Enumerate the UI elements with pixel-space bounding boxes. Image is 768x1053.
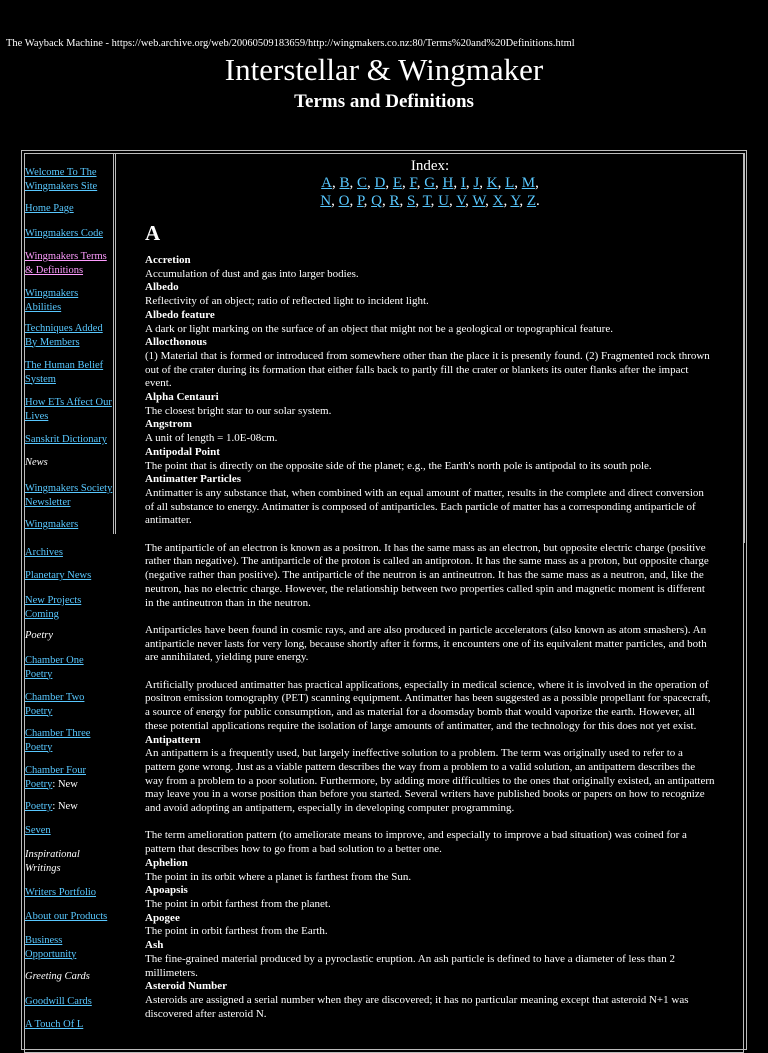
sidebar-link[interactable]: Planetary News (25, 570, 92, 581)
definition-text: A unit of length = 1.0E-08cm. (145, 432, 278, 445)
sidebar-item[interactable] (25, 886, 113, 900)
definition-term: Albedo feature (145, 308, 215, 321)
definition-term: Angstrom (145, 418, 192, 431)
sidebar-item[interactable] (25, 227, 113, 241)
sidebar-link[interactable]: Wingmakers (25, 519, 79, 530)
index-letter-link[interactable]: E (392, 175, 403, 191)
sidebar-link[interactable]: Writers Portfolio (25, 887, 97, 898)
sidebar-link[interactable]: How ETs Affect Our Lives (25, 397, 112, 422)
sidebar-divider (113, 154, 116, 534)
sidebar-item[interactable] (25, 569, 113, 583)
sidebar-item[interactable] (25, 322, 113, 349)
definitions-list (145, 254, 715, 1021)
sidebar-link[interactable]: Chamber Four Poetry (25, 765, 86, 790)
definition-text: The closest bright star to our solar system. (145, 404, 332, 417)
index-letter-link[interactable]: O (338, 193, 350, 209)
definition-text: Artificially produced antimatter has practical applications, especially in medical science, where it is involved in the operation of positron emission tomography (PET) scanning equipment. Antimatter has been suggested as a possible propellant for spacecraft, a source of energy for public consumption, and as material for a doomsday bomb that would vaporize the earth. However, all these potential applications require the isolation of large amounts of antimatter, and the technology for this does not yet exist. (145, 678, 711, 732)
sidebar-link[interactable]: Welcome To The Wingmakers Site (25, 167, 98, 192)
definition-term: Apogee (145, 911, 180, 924)
sidebar-item (25, 456, 113, 470)
index-letter-link[interactable]: D (374, 175, 386, 191)
sidebar-item[interactable] (25, 396, 113, 423)
sidebar-heading: Poetry (25, 630, 53, 641)
definition-term: Allocthonous (145, 336, 207, 349)
sidebar-item (25, 970, 113, 984)
index-letter-link[interactable]: I (460, 175, 466, 191)
sidebar-link[interactable]: Wingmakers Terms & Definitions (25, 251, 107, 276)
definition-term: Ash (145, 939, 164, 952)
sidebar-item[interactable] (25, 1018, 113, 1032)
index-letter-link[interactable]: A (321, 175, 332, 191)
sidebar-item[interactable] (25, 287, 113, 314)
sidebar-item[interactable] (25, 691, 113, 718)
definition-term: Antipodal Point (145, 445, 220, 458)
definition-term: Asteroid Number (145, 980, 227, 993)
index-row-a-m: A, B, C, D, E, F, G, H, I, J, K, L, M, (321, 175, 539, 191)
index-letter-link[interactable]: X (492, 193, 504, 209)
sidebar-item[interactable] (25, 433, 113, 447)
definition-text: The point in its orbit where a planet is farthest from the Sun. (145, 870, 412, 883)
sidebar-link[interactable]: Wingmakers Abilities (25, 288, 79, 313)
sidebar-item[interactable] (25, 800, 113, 814)
page-subtitle: Terms and Definitions (294, 91, 474, 112)
sidebar-item (25, 629, 113, 643)
index-letter-link[interactable]: Q (371, 193, 382, 209)
sidebar-link[interactable]: A Touch Of L (25, 1019, 84, 1030)
index-letter-link[interactable]: K (486, 175, 498, 191)
index-letter-link[interactable]: T (422, 193, 431, 209)
sidebar-item[interactable] (25, 727, 113, 754)
definition-term: Antimatter Particles (145, 473, 242, 486)
sidebar-link[interactable]: New Projects Coming (25, 595, 82, 620)
definition-text: A dark or light marking on the surface of an object that might not be a geological or topographical feature. (145, 322, 613, 335)
definition-term: Alpha Centauri (145, 391, 219, 404)
sidebar-item[interactable] (25, 482, 113, 509)
index-letter-link[interactable]: W (472, 193, 486, 209)
definition-text: Accumulation of dust and gas into larger bodies. (145, 267, 359, 280)
definition-text: Reflectivity of an object; ratio of reflected light to incident light. (145, 295, 429, 308)
sidebar-nav (25, 154, 113, 1034)
sidebar-link[interactable]: Business Opportunity (25, 935, 77, 960)
content-right-border (744, 153, 747, 543)
sidebar-link[interactable]: Chamber Two Poetry (25, 692, 85, 717)
index-row-n-z: N, O, P, Q, R, S, T, U, V, W, X, Y, Z. (320, 193, 540, 209)
sidebar-item[interactable] (25, 594, 113, 621)
sidebar-item[interactable] (25, 934, 113, 961)
sidebar-item[interactable] (25, 518, 113, 532)
sidebar-link[interactable]: Seven (25, 825, 51, 836)
sidebar-link[interactable]: Techniques Added By Members (25, 323, 103, 348)
sidebar-link[interactable]: Poetry (25, 801, 53, 812)
sidebar-link[interactable]: Chamber Three Poetry (25, 728, 91, 753)
sidebar-link[interactable]: About our Products (25, 911, 108, 922)
definition-text: The term amelioration pattern (to ameliorate means to improve, and especially to improve a bad situation) was coined for a pattern that describes how to go from a bad solution to a better one. (145, 829, 687, 856)
sidebar-item[interactable] (25, 995, 113, 1009)
sidebar-link[interactable]: Archives (25, 547, 63, 558)
definition-text: The fine-grained material produced by a pyroclastic eruption. An ash particle is defined to have a diameter of less than 2 millimeters. (145, 952, 675, 979)
sidebar-item[interactable] (25, 546, 113, 560)
index-letter-link[interactable]: S (406, 193, 416, 209)
sidebar-link[interactable]: Home Page (25, 203, 74, 214)
sidebar-item (25, 848, 113, 875)
definition-text: The point that is directly on the opposite side of the planet; e.g., the Earth's north pole is antipodal to its south pole. (145, 459, 652, 472)
sidebar-item[interactable] (25, 202, 113, 216)
definition-text: An antipattern is a frequently used, but largely ineffective solution to a problem. The term was originally used to refer to a pattern gone wrong. Just as a viable pattern describes the way from a problem to a valid solution, an antipattern describes the way from a problem to a poor solution. Furthermore, by adding more difficulties to the ones that originally existed, an antipattern may leave you in a worse position than before you started. Several writers have published books or papers on how to recognize and avoid adopting an antipattern, especially in developing computer programming. (145, 747, 715, 815)
sidebar-link[interactable]: Wingmakers Society Newsletter (25, 483, 113, 508)
index-letter-link[interactable]: M (521, 175, 536, 191)
index-letter-link[interactable]: P (356, 193, 364, 209)
index-letter-link[interactable]: N (320, 193, 332, 209)
definition-text: The point in orbit farthest from the planet. (145, 897, 331, 910)
index-letter-link[interactable]: G (424, 175, 436, 191)
definition-text: Antimatter is any substance that, when combined with an equal amount of matter, results in the complete and direct conversion of all substance to energy. Antimatter is composed of antiparticles. Each particle of matter has a corresponding antiparticle of antimatter. (145, 486, 704, 527)
index-label: Index: (410, 158, 450, 174)
definition-term: Albedo (145, 281, 179, 294)
new-badge: : New (52, 778, 78, 790)
index-letter-link[interactable]: F (409, 175, 417, 191)
index-letter-link[interactable]: U (438, 193, 449, 209)
wayback-banner: The Wayback Machine - https://web.archive.org/web/20060509183659/http://wingmakers.co.nz:80/Terms%20and%20Definitions.html (6, 38, 575, 49)
new-badge: : New (52, 801, 78, 812)
section-heading-a: A (145, 221, 161, 245)
index-letter-link[interactable]: J (473, 175, 480, 191)
index-letter-link[interactable]: Y (510, 193, 520, 209)
sidebar-heading: News (25, 457, 48, 468)
definition-text: (1) Material that is formed or introduced from somewhere other than the place it is presently found. (2) Fragmented rock thrown out of the crater during its formation that either falls back to partly fill the crater or blankets its outer flanks after the impact event. (145, 349, 710, 390)
sidebar-item[interactable] (25, 824, 113, 838)
definition-term: Aphelion (145, 856, 188, 869)
index-letter-link[interactable]: C (357, 175, 368, 191)
sidebar-heading: Inspirational Writings (25, 849, 80, 874)
sidebar-item[interactable] (25, 250, 113, 277)
definition-text: Antiparticles have been found in cosmic rays, and are also produced in particle accelerators (also known as atom smashers). An antiparticle never lasts for very long, because shortly after it forms, it encounters one of its equivalent matter particles, and both are annihilated, yielding pure energy. (145, 623, 707, 664)
sidebar-heading: Greeting Cards (25, 971, 90, 982)
index-letter-link[interactable]: B (339, 175, 350, 191)
sidebar-link[interactable]: Sanskrit Dictionary (25, 434, 107, 445)
sidebar-link[interactable]: The Human Belief System (25, 360, 104, 385)
site-title: Interstellar & Wingmaker (224, 52, 544, 87)
definition-term: Accretion (145, 254, 191, 266)
definition-text: Asteroids are assigned a serial number when they are discovered; it has no particular meaning except that asteroid N+1 was discovered after asteroid N. (145, 993, 689, 1020)
sidebar-item[interactable] (25, 764, 113, 791)
index-letter-link[interactable]: V (456, 193, 466, 209)
index-letter-link[interactable]: L (505, 175, 515, 191)
definition-text: The point in orbit farthest from the Earth. (145, 925, 328, 938)
sidebar-link[interactable]: Chamber One Poetry (25, 655, 84, 680)
sidebar-link[interactable]: Goodwill Cards (25, 996, 92, 1007)
sidebar-item[interactable] (25, 166, 113, 193)
sidebar-link[interactable]: Wingmakers Code (25, 228, 104, 239)
definition-term: Antipattern (145, 733, 201, 746)
index-letter-link[interactable]: H (442, 175, 454, 191)
index-letter-link[interactable]: R (389, 193, 400, 209)
sidebar-item[interactable] (25, 654, 113, 681)
sidebar-item[interactable] (25, 910, 113, 924)
definition-text: The antiparticle of an electron is known as a positron. It has the same mass as an electron, but opposite electric charge (positive rather than negative). The antiparticle of the proton is called an antiproton. It has the same mass as a proton, but opposite charge (negative rather than positive). The antiparticle of the neutron is an antineutron. It has the same mass as a neutron, and, like the neutron, has no electric charge. However, the relationship between two properties called spin and magnetic moment is different in the antineutron than in the neutron. (145, 541, 709, 609)
sidebar-item[interactable] (25, 359, 113, 386)
definition-term: Apoapsis (145, 884, 188, 897)
index-letter-link[interactable]: Z (526, 193, 536, 209)
